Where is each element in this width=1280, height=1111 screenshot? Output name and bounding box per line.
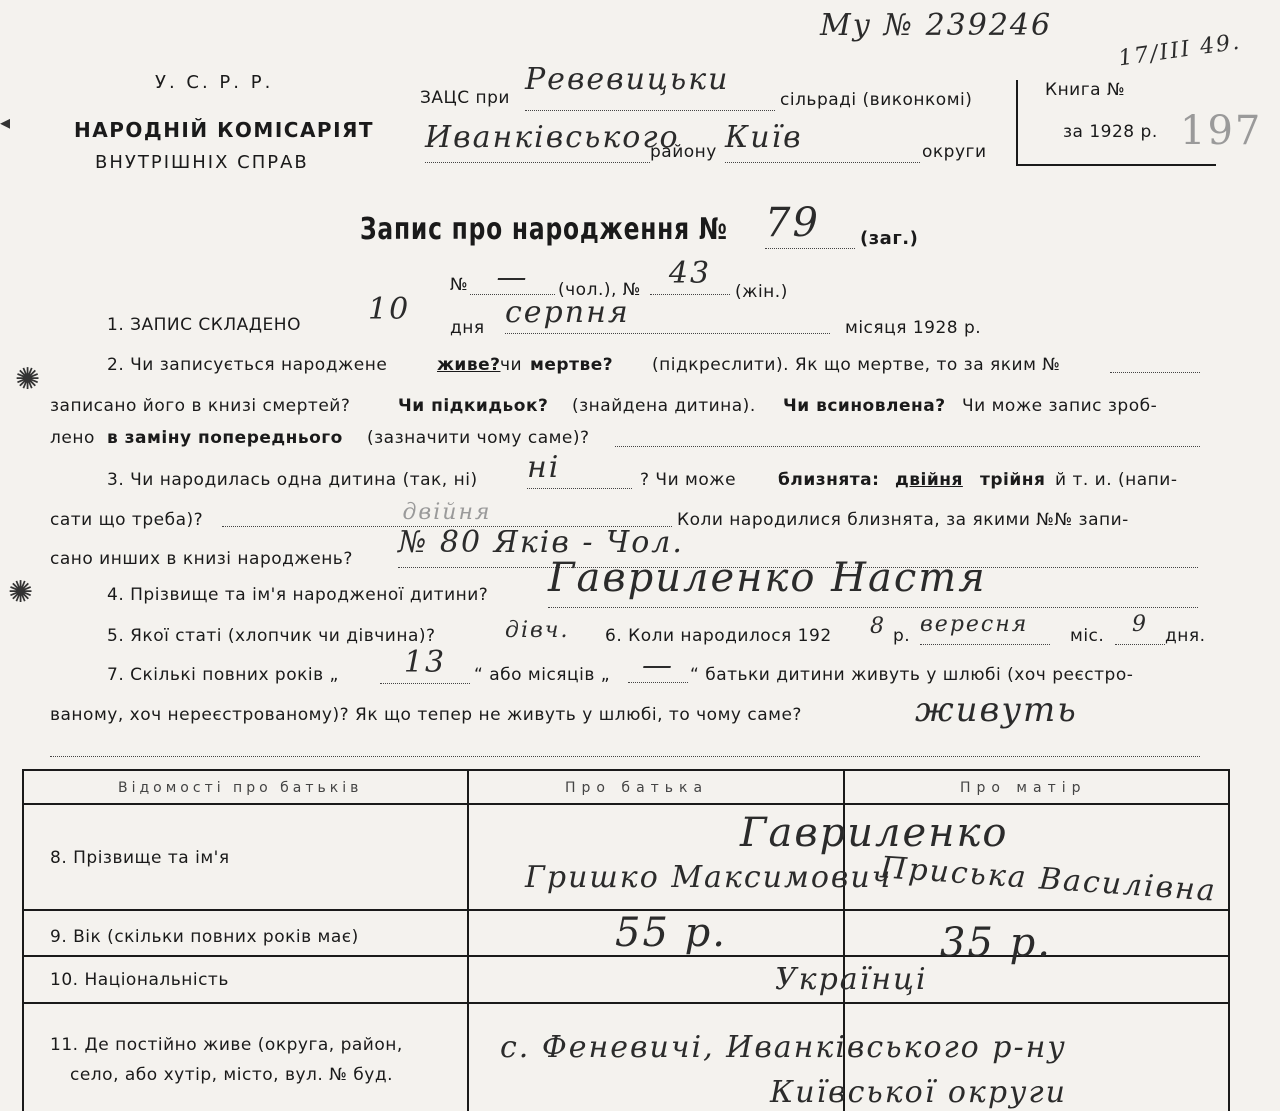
row10-label: 10. Національність xyxy=(50,970,229,990)
item1-month-tail: місяця 1928 р. xyxy=(845,318,982,338)
item2-line1-c: (підкреслити). Як що мертве, то за яким № xyxy=(652,355,1061,375)
item3-dviinia: двійня xyxy=(895,470,963,490)
zags-label: ЗАЦС при xyxy=(420,88,510,108)
book-bracket-left xyxy=(1016,80,1018,166)
item7-line1-b: “ або місяців „ xyxy=(474,665,611,685)
record-zhin-hand: 43 xyxy=(650,256,730,295)
item2-line3-fill xyxy=(615,446,1200,447)
record-chol-label: (чол.), № xyxy=(558,280,641,300)
item6-month-hand: вересня xyxy=(920,612,1050,645)
item2-zhyve: живе? xyxy=(437,355,501,375)
item3-hand-one: ні xyxy=(527,450,632,489)
table-header-border xyxy=(22,803,1230,805)
row10-nationality-hand: Українці xyxy=(775,962,928,997)
silradi-label: сільраді (виконкомі) xyxy=(780,90,973,110)
record-title: Запис про народження № xyxy=(360,212,728,247)
item6-r: р. xyxy=(893,626,911,646)
item2-line2-a: записано його в книзі смертей? xyxy=(50,396,351,416)
item3-line1-c: й т. и. (напи- xyxy=(1055,470,1178,490)
item3-hand-twins: двійня xyxy=(222,500,672,527)
usrr-label: У. С. Р. Р. xyxy=(155,72,274,93)
item2-line3-b: (зазначити чому саме)? xyxy=(367,428,590,448)
item6-label: 6. Коли народилося 192 xyxy=(605,626,832,646)
row11-label-line2: село, або хутір, місто, вул. № буд. xyxy=(70,1065,393,1085)
table-col-parents: Відомості про батьків xyxy=(118,780,363,796)
book-bracket-bottom xyxy=(1016,164,1216,166)
item3-line2-a: сати що треба)? xyxy=(50,510,204,530)
table-col-mother: Про матір xyxy=(960,780,1087,796)
item4-label: 4. Прізвище та ім'я народженої дитини? xyxy=(107,585,489,605)
item7-line2: ваному, хоч нереєстрованому)? Як що тепер не живуть у шлюбі, то чому саме? xyxy=(50,705,802,725)
table-col-father: Про батька xyxy=(565,780,709,796)
side-number-hand: 197 xyxy=(1180,108,1263,154)
row8-mother-hand: Приська Василівна xyxy=(879,850,1218,909)
row11-address-hand-2: Київської округи xyxy=(770,1075,1067,1110)
item7-fill-line xyxy=(50,756,1200,757)
record-chol-hand: — xyxy=(470,260,555,295)
zags-village-hand: Ревевицьки xyxy=(525,62,775,111)
row11-label-line1: 11. Де постійно живе (округа, район, xyxy=(50,1035,403,1055)
item2-line1-a: 2. Чи записується народжене xyxy=(107,355,388,375)
item2-vsynovlena: Чи всиновлена? xyxy=(783,396,946,416)
row9-label: 9. Вік (скільки повних років має) xyxy=(50,927,359,947)
binding-edge-mark: ◂ xyxy=(0,110,11,134)
item4-child-name-hand: Гавриленко Настя xyxy=(548,555,1198,608)
table-row10-border xyxy=(22,1002,1230,1004)
item1-label: 1. ЗАПИС СКЛАДЕНО xyxy=(107,315,301,335)
item5-label: 5. Якої статі (хлопчик чи дівчина)? xyxy=(107,626,436,646)
item2-zamin: в заміну попереднього xyxy=(107,428,343,448)
table-top-border xyxy=(22,769,1230,771)
item1-month-hand: серпня xyxy=(505,295,830,334)
item3-line3-a: сано инших в книзі народжень? xyxy=(50,549,353,569)
row8-label: 8. Прізвище та ім'я xyxy=(50,848,230,868)
row11-address-hand-1: с. Феневичі, Иванківського р-ну xyxy=(500,1030,1067,1065)
item1-day-hand: 10 xyxy=(368,292,411,327)
table-right-border xyxy=(1228,769,1230,1111)
record-zag-label: (заг.) xyxy=(860,228,919,249)
archive-date-hand: 17/III 49. xyxy=(1116,29,1243,72)
item6-year-hand: 8 xyxy=(870,614,886,639)
rayonu-label: району xyxy=(650,142,717,162)
item6-dnia: дня. xyxy=(1165,626,1206,646)
item7-months-hand: — xyxy=(628,648,688,683)
row9-mother-age-hand: 35 р. xyxy=(940,920,1052,966)
table-left-border xyxy=(22,769,24,1111)
item6-day-hand: 9 xyxy=(1115,612,1165,645)
binding-hole-mark: ✺ xyxy=(8,575,34,610)
item7-line1-c: “ батьки дитини живуть у шлюбі (хоч реєстро- xyxy=(690,665,1134,685)
item2-line1-fill xyxy=(1110,372,1200,373)
item2-mertve: мертве? xyxy=(530,355,614,375)
item2-line3-a: лено xyxy=(50,428,95,448)
item7-line1-a: 7. Скількі повних років „ xyxy=(107,665,339,685)
commissariat-label: НАРОДНІЙ КОМІСАРІЯТ xyxy=(74,118,375,142)
archive-note-hand: Му № 239246 xyxy=(820,8,1053,43)
rayon-hand: Иванківського xyxy=(425,120,650,163)
okruha-hand: Київ xyxy=(725,120,920,163)
item3-blyznyata: близнята: xyxy=(778,470,880,490)
record-no-label: № xyxy=(450,275,469,295)
item3-triinia: трійня xyxy=(980,470,1046,490)
item3-hand-numbers: № 80 Яків - Чол. xyxy=(398,525,1198,568)
row8-father-hand: Гришко Максимович xyxy=(525,860,893,895)
item3-line2-b: Коли народилися близнята, за якими №№ запи- xyxy=(677,510,1129,530)
internal-affairs-label: ВНУТРІШНІХ СПРАВ xyxy=(95,152,309,173)
item5-sex-hand: дівч. xyxy=(505,618,570,643)
item2-chy: чи xyxy=(500,355,523,375)
item3-line1-a: 3. Чи народилась одна дитина (так, ні) xyxy=(107,470,478,490)
item2-line2-c: Чи може запис зроб- xyxy=(962,396,1158,416)
binding-hole-mark: ✺ xyxy=(15,362,41,397)
item6-mis: міс. xyxy=(1070,626,1105,646)
record-number-hand: 79 xyxy=(765,200,855,249)
item1-dnia: дня xyxy=(450,318,485,338)
record-zhin-label: (жін.) xyxy=(735,282,788,302)
row8-surname-hand: Гавриленко xyxy=(740,810,1009,856)
item2-pidkydok: Чи підкидьок? xyxy=(398,396,549,416)
item2-line2-b: (знайдена дитина). xyxy=(572,396,756,416)
book-year: за 1928 р. xyxy=(1063,122,1158,142)
book-label: Книга № xyxy=(1045,80,1126,100)
row9-father-age-hand: 55 р. xyxy=(615,910,727,956)
item3-line1-b: ? Чи може xyxy=(640,470,737,490)
okruhy-label: округи xyxy=(922,142,987,162)
item7-years-hand: 13 xyxy=(380,645,470,684)
table-col1-divider xyxy=(467,769,469,1111)
item7-hand-living: живуть xyxy=(915,690,1078,730)
